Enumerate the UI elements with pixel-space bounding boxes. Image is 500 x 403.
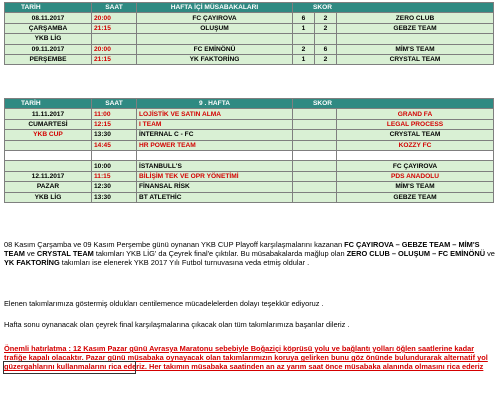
summary-text: takımları YKB LİG' da Çeyrek final'e çıktılar. Bu müsabakalarda mağlup olan bbox=[93, 249, 347, 259]
table-row bbox=[5, 192, 494, 202]
home-team-cell: FC EMİNÖNÜ bbox=[137, 44, 293, 54]
time-cell: 11:15 bbox=[92, 171, 137, 181]
home-team-cell: BT ATLETHİC bbox=[137, 192, 293, 202]
time-cell: 12:30 bbox=[92, 182, 137, 192]
table-row bbox=[5, 44, 494, 54]
away-score-cell bbox=[315, 34, 337, 44]
score-cell bbox=[293, 171, 337, 181]
time-cell: 12:15 bbox=[92, 119, 137, 129]
away-team-cell: CRYSTAL TEAM bbox=[337, 130, 494, 140]
summary-text: takımları ise elenerek YKB 2017 Yılı Futbol turnuvasına veda etmiş oldular . bbox=[59, 258, 310, 268]
day-cell bbox=[5, 161, 92, 171]
time-cell: 13:30 bbox=[92, 130, 137, 140]
time-cell: 20:00 bbox=[92, 44, 137, 54]
score-cell bbox=[293, 150, 337, 160]
score-cell bbox=[293, 161, 337, 171]
day-cell: 12.11.2017 bbox=[5, 171, 92, 181]
away-score-cell: 6 bbox=[315, 44, 337, 54]
week9-fixtures-table bbox=[4, 98, 494, 203]
table-row bbox=[5, 54, 494, 64]
table-row bbox=[5, 130, 494, 140]
home-team-cell: BİLİŞİM TEK VE OPR YÖNETİMİ bbox=[137, 171, 293, 181]
time-cell: 13:30 bbox=[92, 192, 137, 202]
important-reminder-paragraph: Önemli hatırlatma : 12 Kasım Pazar günü Avrasya Maratonu sebebiyle Boğaziçi köprüsü yolu ve bağlantı yolları öğlen saatlerine kadar trafiğe kapalı olacaktır. Pazar günü müsabaka oynayacak olan takımlarımızın koruya gelirken bunu göz önünde bulundurarak alternatif yol güzergahlarını kullanmalarını rica ederiz. Her takımın müsabaka saatinden an az yarım saat önce müsabaka alanında olmasını rica ederiz bbox=[4, 344, 488, 372]
home-team-cell bbox=[137, 34, 293, 44]
losing-team: YK FAKTORİNG bbox=[4, 258, 60, 268]
score-cell bbox=[293, 130, 337, 140]
away-team-cell: PDS ANADOLU bbox=[337, 171, 494, 181]
summary-text: 08 Kasım Çarşamba ve 09 Kasım Perşembe günü oynanan YKB CUP Playoff karşılaşmalarını kazanan bbox=[4, 240, 345, 249]
score-header: SKOR bbox=[293, 3, 494, 13]
summary-text: ve bbox=[24, 249, 37, 259]
day-cell: CUMARTESİ bbox=[5, 119, 92, 129]
table-row bbox=[5, 23, 494, 33]
highlight-box bbox=[3, 361, 136, 374]
day-cell: 08.11.2017 bbox=[5, 13, 92, 23]
day-cell: 11.11.2017 bbox=[5, 109, 92, 119]
home-team-cell: FİNANSAL RİSK bbox=[137, 182, 293, 192]
table-row bbox=[5, 171, 494, 181]
table-header-row bbox=[5, 99, 494, 109]
day-cell: PAZAR bbox=[5, 182, 92, 192]
away-team-cell bbox=[337, 34, 494, 44]
score-cell bbox=[293, 140, 337, 150]
playoff-summary-paragraph bbox=[4, 240, 496, 268]
good-luck-paragraph: Hafta sonu oynanacak olan çeyrek final karşılaşmalarına çıkacak olan tüm takımlarımıza başarılar dileriz . bbox=[4, 320, 350, 329]
time-cell: 10:00 bbox=[92, 161, 137, 171]
date-header: TARİH bbox=[5, 99, 92, 109]
title-header: 9 . HAFTA bbox=[137, 99, 293, 109]
away-team-cell: GEBZE TEAM bbox=[337, 23, 494, 33]
table-row bbox=[5, 140, 494, 150]
time-cell: 11:00 bbox=[92, 109, 137, 119]
home-team-cell: YK FAKTORİNG bbox=[137, 54, 293, 64]
home-score-cell: 6 bbox=[293, 13, 315, 23]
away-team-cell: MİM'S TEAM bbox=[337, 44, 494, 54]
home-team-cell: HR POWER TEAM bbox=[137, 140, 293, 150]
home-score-cell bbox=[293, 34, 315, 44]
score-cell bbox=[293, 182, 337, 192]
table-row bbox=[5, 34, 494, 44]
home-team-cell: İNTERNAL C - FC bbox=[137, 130, 293, 140]
table-row bbox=[5, 119, 494, 129]
winning-teams: FC ÇAYIROVA – GEBZE TEAM – MİM'S TEAM bbox=[4, 240, 480, 259]
table-row bbox=[5, 161, 494, 171]
midweek-fixtures-table bbox=[4, 2, 494, 65]
home-team-cell: OLUŞUM bbox=[137, 23, 293, 33]
away-score-cell: 2 bbox=[315, 54, 337, 64]
table-row bbox=[5, 182, 494, 192]
away-score-cell: 2 bbox=[315, 23, 337, 33]
score-cell bbox=[293, 119, 337, 129]
score-cell bbox=[293, 109, 337, 119]
away-team-cell: MİM'S TEAM bbox=[337, 182, 494, 192]
day-cell: PERŞEMBE bbox=[5, 54, 92, 64]
home-team-cell: İSTANBULL'S bbox=[137, 161, 293, 171]
winning-team: CRYSTAL TEAM bbox=[36, 249, 94, 259]
away-team-cell: LEGAL PROCESS bbox=[337, 119, 494, 129]
time-header: SAAT bbox=[92, 99, 137, 109]
time-cell: 20:00 bbox=[92, 13, 137, 23]
home-score-cell: 2 bbox=[293, 44, 315, 54]
summary-text: ve bbox=[485, 249, 495, 259]
home-score-cell: 1 bbox=[293, 23, 315, 33]
away-score-cell: 2 bbox=[315, 13, 337, 23]
home-team-cell: FC ÇAYIROVA bbox=[137, 13, 293, 23]
date-header: TARİH bbox=[5, 3, 92, 13]
home-team-cell bbox=[137, 150, 293, 160]
home-team-cell: LOJİSTİK VE SATIN ALMA bbox=[137, 109, 293, 119]
table-header-row bbox=[5, 3, 494, 13]
thanks-paragraph: Elenen takımlarımıza göstermiş oldukları centilemence mücadelelerden dolayı teşekkür ediyoruz . bbox=[4, 299, 324, 308]
day-cell: ÇARŞAMBA bbox=[5, 23, 92, 33]
table-row bbox=[5, 109, 494, 119]
time-cell: 21:15 bbox=[92, 54, 137, 64]
time-cell bbox=[92, 34, 137, 44]
time-header: SAAT bbox=[92, 3, 137, 13]
losing-teams: ZERO CLUB – OLUŞUM – FC EMİNÖNÜ bbox=[346, 249, 486, 259]
day-cell bbox=[5, 140, 92, 150]
score-cell bbox=[293, 192, 337, 202]
time-cell: 21:15 bbox=[92, 23, 137, 33]
away-team-cell: GEBZE TEAM bbox=[337, 192, 494, 202]
time-cell: 14:45 bbox=[92, 140, 137, 150]
day-cell: YKB LİG bbox=[5, 192, 92, 202]
home-team-cell: I TEAM bbox=[137, 119, 293, 129]
away-team-cell: GRAND FA bbox=[337, 109, 494, 119]
title-header: HAFTA İÇİ MÜSABAKALARI bbox=[137, 3, 293, 13]
time-cell bbox=[92, 150, 137, 160]
day-cell: YKB LİG bbox=[5, 34, 92, 44]
home-score-cell: 1 bbox=[293, 54, 315, 64]
away-team-cell: ZERO CLUB bbox=[337, 13, 494, 23]
away-team-cell bbox=[337, 150, 494, 160]
day-cell bbox=[5, 150, 92, 160]
away-team-cell: KOZZY FC bbox=[337, 140, 494, 150]
day-cell: YKB CUP bbox=[5, 130, 92, 140]
table-row bbox=[5, 150, 494, 160]
day-cell: 09.11.2017 bbox=[5, 44, 92, 54]
away-team-cell: CRYSTAL TEAM bbox=[337, 54, 494, 64]
away-team-cell: FC ÇAYIROVA bbox=[337, 161, 494, 171]
score-header: SKOR bbox=[293, 99, 494, 109]
table-row bbox=[5, 13, 494, 23]
